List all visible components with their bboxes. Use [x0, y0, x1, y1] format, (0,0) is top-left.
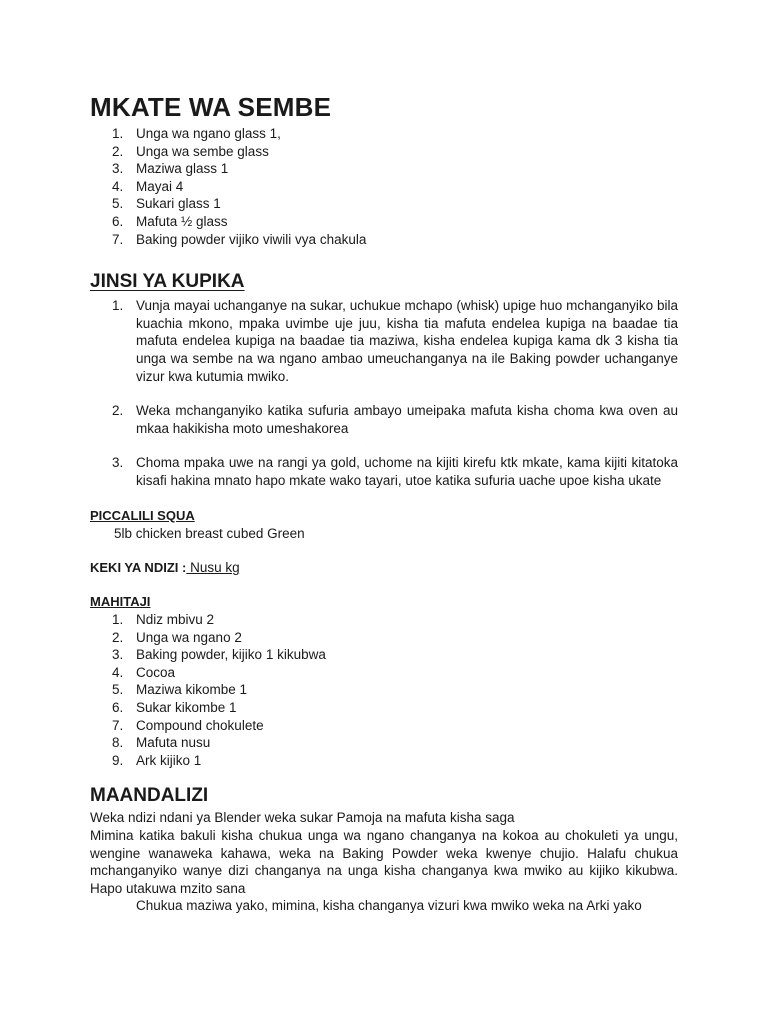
ingredient-item [90, 734, 678, 752]
ingredient-item [90, 611, 678, 629]
method-step [90, 454, 678, 489]
ingredient-item [90, 752, 678, 770]
section-title-mahitaji [90, 593, 678, 611]
list-text: Ark kijiko 1 [136, 752, 202, 768]
ingredient-item [90, 195, 678, 213]
list-text: Weka mchanganyiko katika sufuria ambayo umeipaka mafuta kisha choma kwa oven au mkaa hakikisha moto umeshakorea [136, 403, 678, 436]
list-number: 1. [112, 612, 124, 628]
list-text: Unga wa ngano 2 [136, 629, 242, 645]
section-title-maandalizi: MAANDALIZI [90, 785, 209, 807]
list-text: Ndiz mbivu 2 [136, 612, 215, 628]
ingredient-item [90, 646, 678, 664]
list-text: Mafuta nusu [136, 735, 211, 751]
list-number: 1. [112, 126, 124, 141]
list-text: Unga wa ngano glass 1, [136, 126, 281, 141]
list-number: 5. [112, 196, 124, 212]
list-number: 7. [112, 231, 124, 247]
ingredient-item [90, 143, 678, 161]
list-text: Baking powder, kijiko 1 kikubwa [136, 647, 326, 663]
list-number: 4. [112, 664, 124, 680]
ingredient-list-mkate [90, 125, 678, 248]
list-text: Sukar kikombe 1 [136, 700, 237, 716]
list-text: Compound chokulete [136, 717, 264, 733]
recipe-title-mkate: MKATE WA SEMBE [90, 92, 332, 122]
ingredient-item [90, 717, 678, 735]
list-text: Cocoa [136, 664, 176, 680]
keki-heading: KEKI YA NDIZI : [90, 560, 187, 576]
list-number: 3. [112, 161, 124, 177]
mahitaji-heading: MAHITAJI [90, 594, 151, 610]
list-number: 2. [112, 143, 124, 159]
method-step [90, 297, 678, 385]
ingredient-item [90, 160, 678, 178]
list-text: Vunja mayai uchanganye na sukar, uchukue mchapo (whisk) upige huo mchanganyiko bila kuachia mkono, mpaka uvimbe uje juu, kisha tia mafuta endelea kupiga na baadae tia mafuta endelea kupiga na baadae tia maziwa, kisha endelea kupiga kama dk 3 kisha tia unga wa sembe na wa ngano ambao umeuchanganya na ile Baking powder uchanganye vizur kwa kutumia mwiko. [136, 298, 678, 384]
method-step [90, 402, 678, 437]
ingredient-item [90, 629, 678, 647]
keki-quantity: Nusu kg [186, 560, 240, 576]
ingredient-item [90, 664, 678, 682]
list-number: 6. [112, 700, 124, 716]
maandalizi-line-3: Chukua maziwa yako, mimina, kisha changanya vizuri kwa mwiko weka na Arki yako [136, 898, 642, 914]
ingredient-item [90, 178, 678, 196]
piccalili-heading: PICCALILI SQUA [90, 507, 195, 523]
document-page [90, 92, 678, 915]
maandalizi-line-1: Weka ndizi ndani ya Blender weka sukar Pamoja na mafuta kisha saga [90, 810, 515, 826]
list-text: Baking powder vijiko viwili vya chakula [136, 231, 367, 247]
piccalili-line: 5lb chicken breast cubed Green [114, 525, 305, 541]
list-text: Unga wa sembe glass [136, 143, 269, 159]
list-number: 6. [112, 213, 124, 229]
list-number: 7. [112, 717, 124, 733]
list-text: Choma mpaka uwe na rangi ya gold, uchome na kijiti kirefu ktk mkate, kama kijiti kitatoka kisafi hakina mnato hapo mkate wako tayari, utoe katika sufuria uache upoe kisha ukate [136, 455, 678, 488]
list-text: Mafuta ½ glass [136, 213, 228, 229]
list-text: Mayai 4 [136, 178, 184, 194]
list-number: 2. [112, 403, 124, 419]
maandalizi-paragraph: Mimina katika bakuli kisha chukua unga wa ngano changanya na kokoa au chokuleti ya ungu, wengine wanaweka kahawa, weka na Baking Powder weka kwenye chujio. Halafu chukua mchanganyiko wanye dizi changanya na unga kisha changanya kwa mwiko au kijiko kikubwa. Hapo utakuwa mzito sana [90, 828, 678, 896]
list-number: 8. [112, 735, 124, 751]
section-title-piccalili [90, 507, 678, 525]
method-steps-list [90, 297, 678, 489]
list-text: Sukari glass 1 [136, 196, 221, 212]
list-number: 5. [112, 682, 124, 698]
list-number: 1. [112, 298, 124, 314]
list-text: Maziwa kikombe 1 [136, 682, 248, 698]
list-text: Maziwa glass 1 [136, 161, 229, 177]
ingredient-item [90, 231, 678, 249]
ingredient-item [90, 125, 678, 143]
ingredient-list-keki [90, 611, 678, 769]
list-number: 3. [112, 455, 124, 471]
list-number: 4. [112, 178, 124, 194]
list-number: 9. [112, 752, 124, 768]
ingredient-item [90, 681, 678, 699]
section-title-jinsi: JINSI YA KUPIKA [90, 271, 245, 293]
list-number: 3. [112, 647, 124, 663]
section-title-keki [90, 559, 678, 577]
ingredient-item [90, 213, 678, 231]
ingredient-item [90, 699, 678, 717]
list-number: 2. [112, 629, 124, 645]
